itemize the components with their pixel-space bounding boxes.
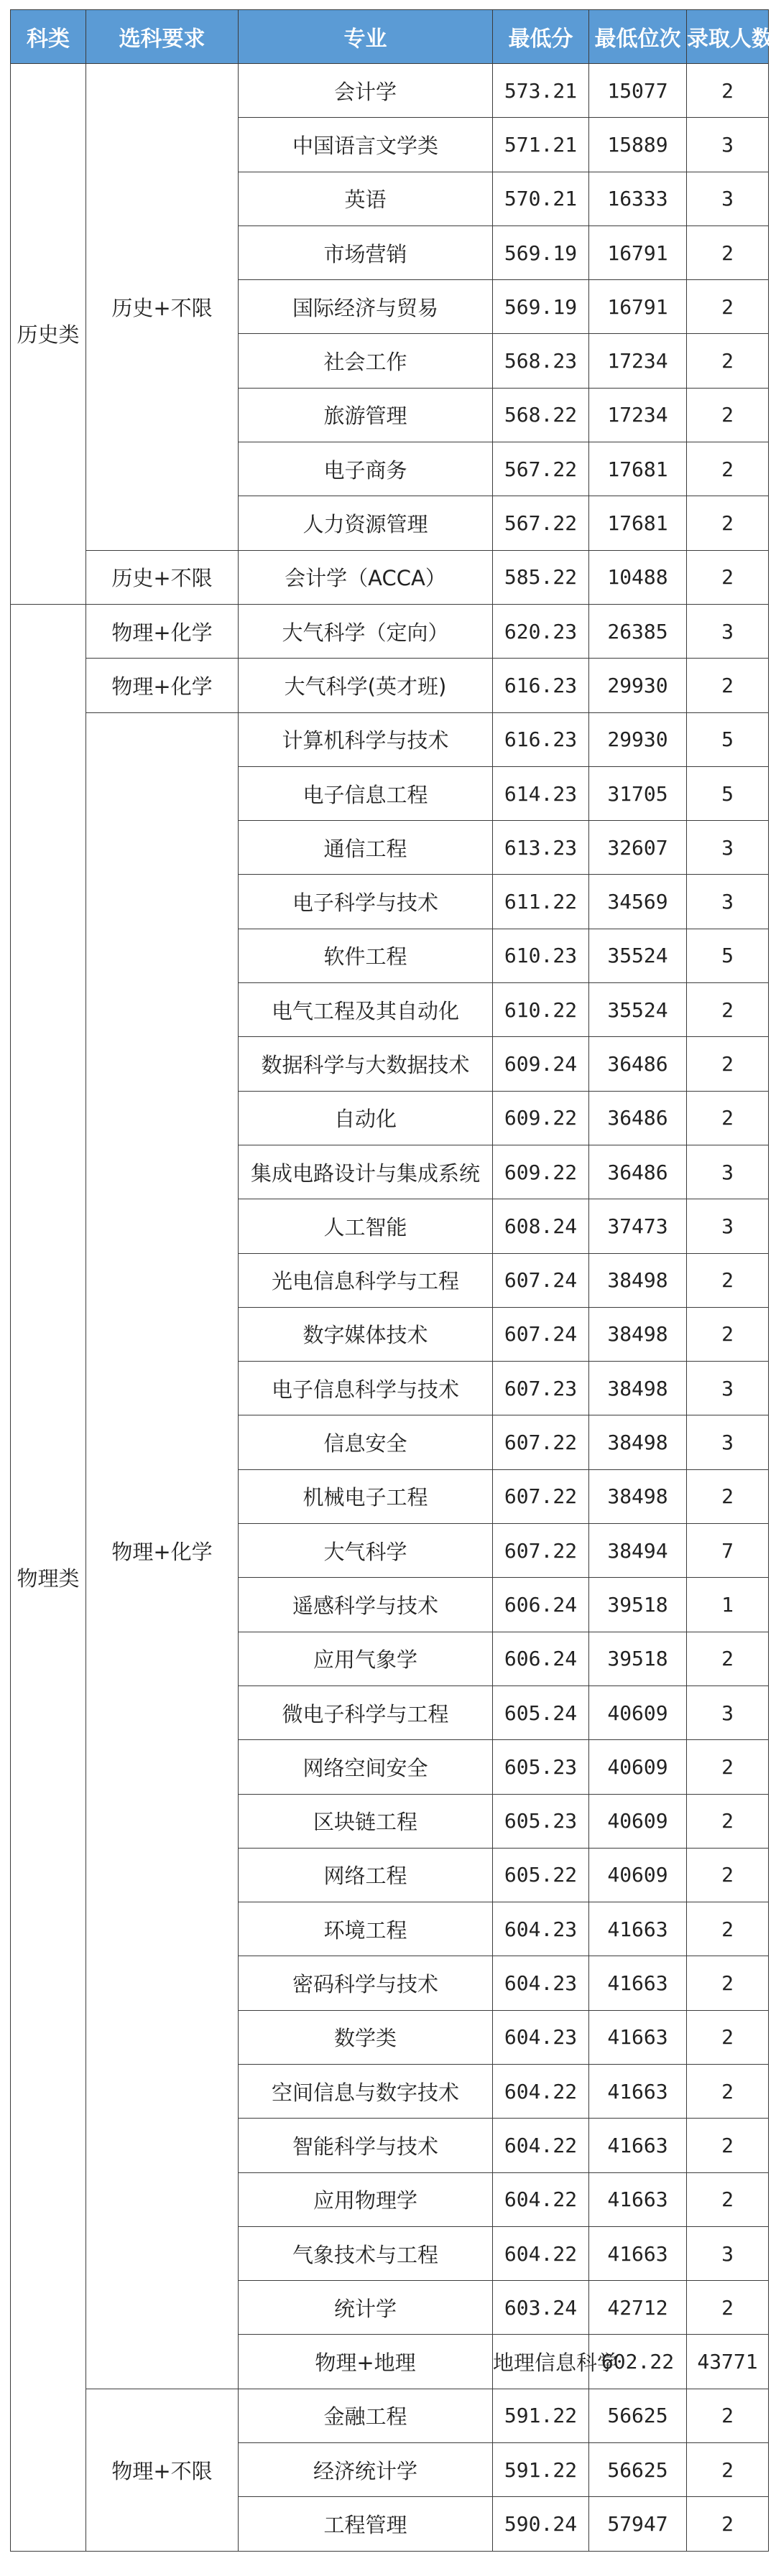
min-score-cell: 604.23 bbox=[493, 1956, 589, 2010]
min-score-cell: 585.22 bbox=[493, 550, 589, 604]
min-score-cell: 606.24 bbox=[493, 1632, 589, 1685]
header-category: 科类 bbox=[11, 10, 86, 64]
min-rank-cell: 41663 bbox=[589, 1902, 687, 1956]
min-rank-cell: 57947 bbox=[589, 2497, 687, 2551]
min-rank-cell: 17234 bbox=[589, 334, 687, 388]
min-rank-cell: 10488 bbox=[589, 550, 687, 604]
min-score-cell: 609.22 bbox=[493, 1145, 589, 1199]
major-cell: 人工智能 bbox=[239, 1199, 493, 1253]
major-cell: 电子商务 bbox=[239, 442, 493, 496]
min-score-cell: 610.23 bbox=[493, 929, 589, 982]
min-score-cell: 605.22 bbox=[493, 1848, 589, 1902]
min-score-cell: 591.22 bbox=[493, 2443, 589, 2497]
min-rank-cell: 26385 bbox=[589, 604, 687, 658]
admitted-cell: 3 bbox=[687, 1415, 769, 1469]
min-score-cell: 591.22 bbox=[493, 2389, 589, 2442]
major-cell: 会计学 bbox=[239, 64, 493, 118]
admitted-cell: 3 bbox=[687, 2226, 769, 2280]
admitted-cell: 2 bbox=[687, 1956, 769, 2010]
major-cell: 经济统计学 bbox=[239, 2443, 493, 2497]
min-rank-cell: 41663 bbox=[589, 2010, 687, 2064]
min-score-cell: 569.19 bbox=[493, 225, 589, 279]
admitted-cell: 2 bbox=[687, 496, 769, 550]
min-score-cell: 571.21 bbox=[493, 118, 589, 172]
min-score-cell: 607.22 bbox=[493, 1469, 589, 1523]
min-score-cell: 620.23 bbox=[493, 604, 589, 658]
admitted-cell: 2 bbox=[687, 1037, 769, 1091]
major-cell: 区块链工程 bbox=[239, 1794, 493, 1848]
admitted-cell: 1 bbox=[687, 1578, 769, 1632]
major-cell: 光电信息科学与工程 bbox=[239, 1253, 493, 1307]
admitted-cell: 3 bbox=[687, 1362, 769, 1415]
header-major: 专业 bbox=[239, 10, 493, 64]
major-cell: 网络工程 bbox=[239, 1848, 493, 1902]
major-cell: 大气科学（定向） bbox=[239, 604, 493, 658]
requirement-cell: 历史+不限 bbox=[86, 64, 239, 551]
major-cell: 遥感科学与技术 bbox=[239, 1578, 493, 1632]
min-score-cell: 604.22 bbox=[493, 2226, 589, 2280]
admitted-cell: 2 bbox=[687, 550, 769, 604]
major-cell: 数学类 bbox=[239, 2010, 493, 2064]
admitted-cell: 2 bbox=[687, 1902, 769, 1956]
admitted-cell: 2 bbox=[687, 280, 769, 334]
major-cell: 自动化 bbox=[239, 1091, 493, 1145]
min-rank-cell: 29930 bbox=[589, 659, 687, 712]
min-score-cell: 605.24 bbox=[493, 1685, 589, 1739]
major-cell: 中国语言文学类 bbox=[239, 118, 493, 172]
min-score-cell: 567.22 bbox=[493, 442, 589, 496]
major-cell: 空间信息与数字技术 bbox=[239, 2064, 493, 2118]
min-rank-cell: 31705 bbox=[589, 766, 687, 820]
table-row bbox=[11, 64, 769, 118]
admitted-cell: 3 bbox=[687, 604, 769, 658]
major-cell: 气象技术与工程 bbox=[239, 2226, 493, 2280]
min-score-cell: 568.23 bbox=[493, 334, 589, 388]
admitted-cell: 2 bbox=[687, 2064, 769, 2118]
min-rank-cell: 38498 bbox=[589, 1253, 687, 1307]
min-rank-cell: 17681 bbox=[589, 496, 687, 550]
min-rank-cell: 41663 bbox=[589, 1956, 687, 2010]
admitted-cell: 2 bbox=[687, 225, 769, 279]
major-cell: 数据科学与大数据技术 bbox=[239, 1037, 493, 1091]
major-cell: 电气工程及其自动化 bbox=[239, 983, 493, 1037]
requirement-cell: 物理+化学 bbox=[86, 604, 239, 658]
admitted-cell: 2 bbox=[687, 1469, 769, 1523]
major-cell: 软件工程 bbox=[239, 929, 493, 982]
major-cell: 智能科学与技术 bbox=[239, 2119, 493, 2172]
major-cell: 金融工程 bbox=[239, 2389, 493, 2442]
min-score-cell: 590.24 bbox=[493, 2497, 589, 2551]
min-score-cell: 607.24 bbox=[493, 1307, 589, 1361]
major-cell: 社会工作 bbox=[239, 334, 493, 388]
min-rank-cell: 38498 bbox=[589, 1307, 687, 1361]
major-cell: 密码科学与技术 bbox=[239, 1956, 493, 2010]
min-score-cell: 602.22 bbox=[589, 2335, 687, 2389]
min-score-cell: 606.24 bbox=[493, 1578, 589, 1632]
min-rank-cell: 29930 bbox=[589, 712, 687, 766]
min-rank-cell: 40609 bbox=[589, 1794, 687, 1848]
admitted-cell: 5 bbox=[687, 712, 769, 766]
min-rank-cell: 56625 bbox=[589, 2443, 687, 2497]
min-score-cell: 608.24 bbox=[493, 1199, 589, 1253]
major-cell: 电子信息工程 bbox=[239, 766, 493, 820]
requirement-cell: 物理+化学 bbox=[86, 712, 239, 2389]
admitted-cell: 2 bbox=[687, 1253, 769, 1307]
table-row bbox=[11, 604, 769, 658]
min-rank-cell: 41663 bbox=[589, 2226, 687, 2280]
major-cell: 机械电子工程 bbox=[239, 1469, 493, 1523]
min-score-cell: 614.23 bbox=[493, 766, 589, 820]
table-row bbox=[11, 550, 769, 604]
admitted-cell: 3 bbox=[687, 875, 769, 929]
min-rank-cell: 41663 bbox=[589, 2064, 687, 2118]
header-requirement: 选科要求 bbox=[86, 10, 239, 64]
table-row bbox=[11, 712, 769, 766]
min-score-cell: 604.23 bbox=[493, 2010, 589, 2064]
major-cell: 旅游管理 bbox=[239, 388, 493, 442]
admitted-cell: 2 bbox=[687, 64, 769, 118]
major-cell: 应用物理学 bbox=[239, 2172, 493, 2226]
admitted-cell: 5 bbox=[687, 766, 769, 820]
admitted-cell: 2 bbox=[687, 1091, 769, 1145]
min-score-cell: 613.23 bbox=[493, 821, 589, 875]
min-score-cell: 616.23 bbox=[493, 659, 589, 712]
admitted-cell: 2 bbox=[687, 2443, 769, 2497]
major-cell: 大气科学 bbox=[239, 1524, 493, 1578]
min-rank-cell: 16791 bbox=[589, 280, 687, 334]
admitted-cell: 2 bbox=[687, 2119, 769, 2172]
major-cell: 国际经济与贸易 bbox=[239, 280, 493, 334]
min-rank-cell: 17234 bbox=[589, 388, 687, 442]
min-score-cell: 604.23 bbox=[493, 1902, 589, 1956]
table-header bbox=[11, 10, 773, 64]
major-cell: 通信工程 bbox=[239, 821, 493, 875]
table-row bbox=[11, 2389, 769, 2442]
admitted-cell: 2 bbox=[687, 1794, 769, 1848]
min-score-cell: 607.24 bbox=[493, 1253, 589, 1307]
min-rank-cell: 36486 bbox=[589, 1145, 687, 1199]
min-rank-cell: 32607 bbox=[589, 821, 687, 875]
min-score-cell: 603.24 bbox=[493, 2281, 589, 2335]
table-row bbox=[11, 659, 769, 712]
admitted-cell: 5 bbox=[687, 929, 769, 982]
admitted-cell: 2 bbox=[687, 1848, 769, 1902]
admitted-cell: 7 bbox=[687, 1524, 769, 1578]
admitted-cell: 3 bbox=[687, 172, 769, 225]
major-cell: 会计学（ACCA） bbox=[239, 550, 493, 604]
min-score-cell: 604.22 bbox=[493, 2064, 589, 2118]
admitted-cell: 3 bbox=[687, 1199, 769, 1253]
header-row bbox=[11, 10, 769, 64]
min-score-cell: 605.23 bbox=[493, 1794, 589, 1848]
min-rank-cell: 35524 bbox=[589, 983, 687, 1037]
admitted-cell: 3 bbox=[687, 1145, 769, 1199]
min-rank-cell: 38498 bbox=[589, 1469, 687, 1523]
min-score-cell: 568.22 bbox=[493, 388, 589, 442]
min-score-cell: 610.22 bbox=[493, 983, 589, 1037]
admitted-cell: 2 bbox=[687, 659, 769, 712]
min-score-cell: 609.24 bbox=[493, 1037, 589, 1091]
min-score-cell: 570.21 bbox=[493, 172, 589, 225]
min-rank-cell: 36486 bbox=[589, 1037, 687, 1091]
min-rank-cell: 15889 bbox=[589, 118, 687, 172]
major-cell: 应用气象学 bbox=[239, 1632, 493, 1685]
admitted-cell: 2 bbox=[687, 1740, 769, 1794]
min-rank-cell: 38498 bbox=[589, 1362, 687, 1415]
admission-table bbox=[10, 9, 773, 2552]
min-rank-cell: 40609 bbox=[589, 1740, 687, 1794]
table-body bbox=[11, 64, 769, 2552]
major-cell: 地理信息科学 bbox=[493, 2335, 589, 2389]
min-score-cell: 567.22 bbox=[493, 496, 589, 550]
major-cell: 计算机科学与技术 bbox=[239, 712, 493, 766]
min-score-cell: 607.23 bbox=[493, 1362, 589, 1415]
min-rank-cell: 15077 bbox=[589, 64, 687, 118]
admitted-cell: 3 bbox=[687, 821, 769, 875]
requirement-cell: 历史+不限 bbox=[86, 550, 239, 604]
major-cell: 工程管理 bbox=[239, 2497, 493, 2551]
major-cell: 英语 bbox=[239, 172, 493, 225]
min-rank-cell: 36486 bbox=[589, 1091, 687, 1145]
min-rank-cell: 16791 bbox=[589, 225, 687, 279]
admitted-cell: 3 bbox=[687, 1685, 769, 1739]
min-score-cell: 609.22 bbox=[493, 1091, 589, 1145]
admitted-cell: 2 bbox=[687, 1307, 769, 1361]
min-rank-cell: 17681 bbox=[589, 442, 687, 496]
major-cell: 信息安全 bbox=[239, 1415, 493, 1469]
major-cell: 大气科学(英才班) bbox=[239, 659, 493, 712]
major-cell: 统计学 bbox=[239, 2281, 493, 2335]
header-min-score: 最低分 bbox=[493, 10, 589, 64]
header-min-rank: 最低位次 bbox=[589, 10, 687, 64]
major-cell: 电子科学与技术 bbox=[239, 875, 493, 929]
major-cell: 市场营销 bbox=[239, 225, 493, 279]
min-score-cell: 605.23 bbox=[493, 1740, 589, 1794]
min-rank-cell: 41663 bbox=[589, 2172, 687, 2226]
admitted-cell: 2 bbox=[687, 388, 769, 442]
requirement-cell: 物理+不限 bbox=[86, 2389, 239, 2551]
min-score-cell: 616.23 bbox=[493, 712, 589, 766]
admitted-cell: 2 bbox=[687, 1632, 769, 1685]
admitted-cell: 2 bbox=[687, 2010, 769, 2064]
category-cell: 历史类 bbox=[11, 64, 86, 605]
admitted-cell: 2 bbox=[687, 2281, 769, 2335]
min-rank-cell: 35524 bbox=[589, 929, 687, 982]
min-rank-cell: 34569 bbox=[589, 875, 687, 929]
min-rank-cell: 38494 bbox=[589, 1524, 687, 1578]
min-rank-cell: 37473 bbox=[589, 1199, 687, 1253]
admitted-cell: 2 bbox=[687, 2497, 769, 2551]
major-cell: 集成电路设计与集成系统 bbox=[239, 1145, 493, 1199]
major-cell: 电子信息科学与技术 bbox=[239, 1362, 493, 1415]
requirement-cell: 物理+地理 bbox=[239, 2335, 493, 2389]
header-admitted: 录取人数 bbox=[687, 10, 769, 64]
min-score-cell: 611.22 bbox=[493, 875, 589, 929]
requirement-cell: 物理+化学 bbox=[86, 659, 239, 712]
min-score-cell: 604.22 bbox=[493, 2119, 589, 2172]
major-cell: 环境工程 bbox=[239, 1902, 493, 1956]
min-rank-cell: 40609 bbox=[589, 1685, 687, 1739]
min-rank-cell: 42712 bbox=[589, 2281, 687, 2335]
min-rank-cell: 39518 bbox=[589, 1632, 687, 1685]
min-score-cell: 569.19 bbox=[493, 280, 589, 334]
min-rank-cell: 56625 bbox=[589, 2389, 687, 2442]
category-cell: 物理类 bbox=[11, 604, 86, 2551]
admitted-cell: 2 bbox=[687, 442, 769, 496]
admitted-cell: 2 bbox=[687, 983, 769, 1037]
major-cell: 人力资源管理 bbox=[239, 496, 493, 550]
min-rank-cell: 39518 bbox=[589, 1578, 687, 1632]
min-score-cell: 607.22 bbox=[493, 1524, 589, 1578]
admitted-cell: 3 bbox=[687, 118, 769, 172]
major-cell: 微电子科学与工程 bbox=[239, 1685, 493, 1739]
min-rank-cell: 16333 bbox=[589, 172, 687, 225]
major-cell: 数字媒体技术 bbox=[239, 1307, 493, 1361]
min-rank-cell: 40609 bbox=[589, 1848, 687, 1902]
min-score-cell: 604.22 bbox=[493, 2172, 589, 2226]
min-score-cell: 607.22 bbox=[493, 1415, 589, 1469]
admitted-cell: 2 bbox=[687, 2172, 769, 2226]
min-rank-cell: 43771 bbox=[687, 2335, 769, 2389]
admitted-cell: 2 bbox=[687, 2389, 769, 2442]
min-rank-cell: 38498 bbox=[589, 1415, 687, 1469]
min-score-cell: 573.21 bbox=[493, 64, 589, 118]
min-rank-cell: 41663 bbox=[589, 2119, 687, 2172]
admitted-cell: 2 bbox=[687, 334, 769, 388]
major-cell: 网络空间安全 bbox=[239, 1740, 493, 1794]
